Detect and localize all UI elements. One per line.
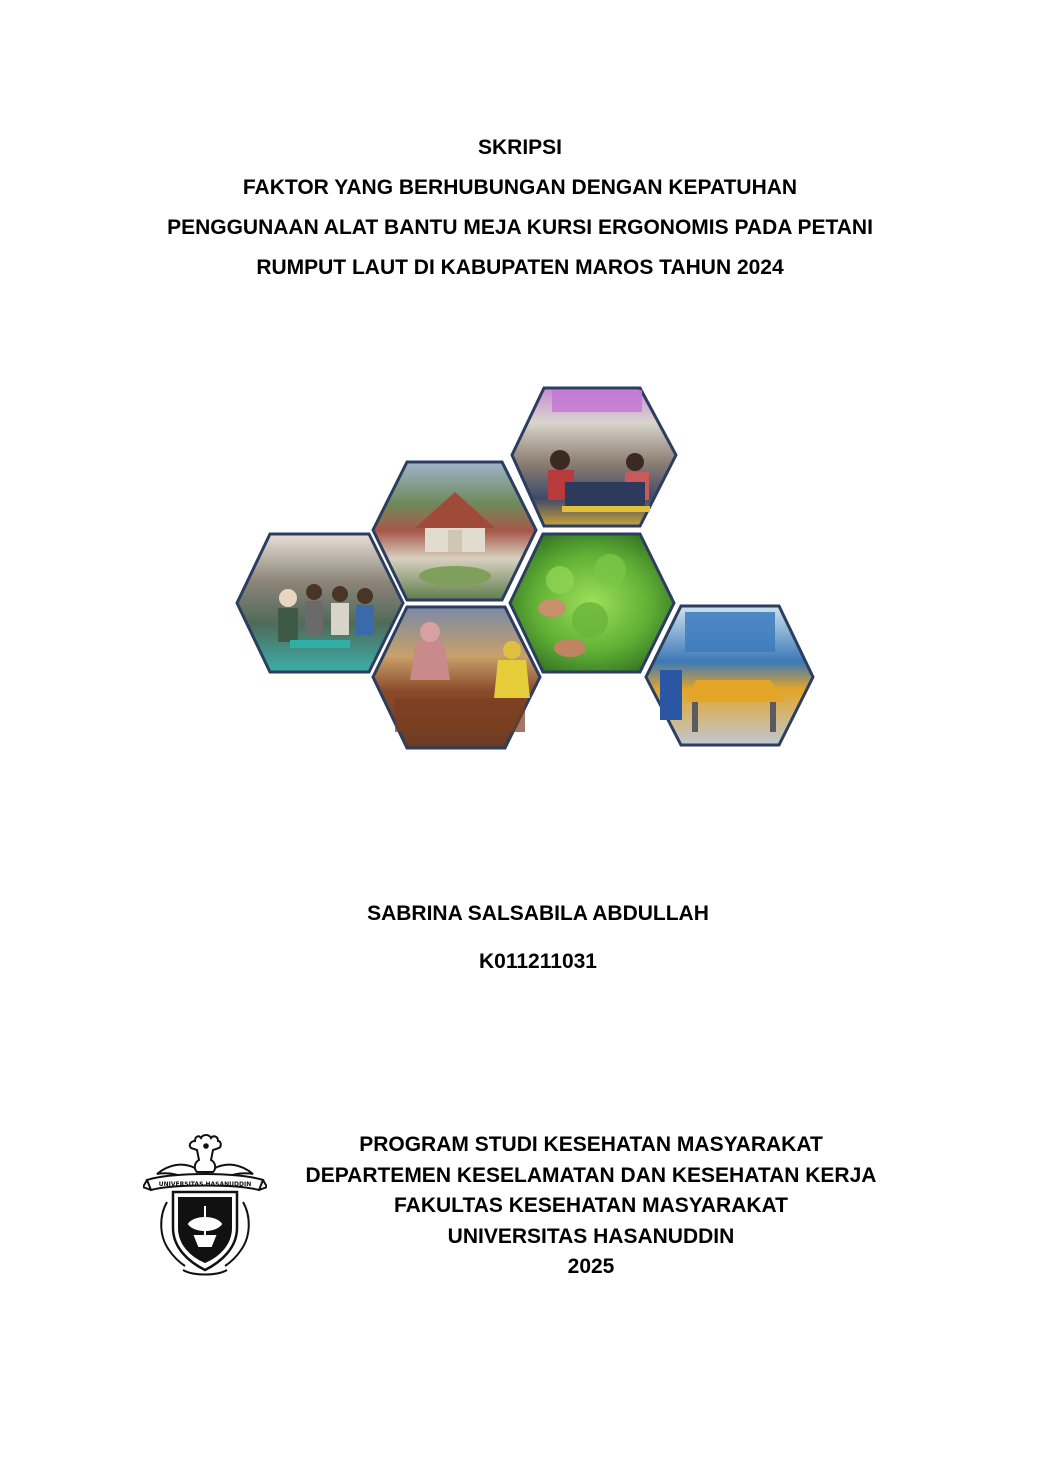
photo-green-seaweed bbox=[510, 534, 674, 672]
document-type: SKRIPSI bbox=[477, 136, 563, 159]
thesis-title-line-2: PENGGUNAAN ALAT BANTU MEJA KURSI ERGONOMIS PADA PETANI bbox=[167, 216, 873, 239]
photo-workers-at-table bbox=[512, 388, 676, 526]
photo-government-building bbox=[373, 462, 536, 600]
photo-ergonomic-table-chair bbox=[646, 606, 813, 745]
hexagon-collage bbox=[230, 380, 820, 755]
student-id: K011211031 bbox=[479, 950, 597, 973]
thesis-title-line-1: FAKTOR YANG BERHUBUNGAN DENGAN KEPATUHAN bbox=[242, 176, 798, 199]
thesis-title-line-3: RUMPUT LAUT DI KABUPATEN MAROS TAHUN 2024 bbox=[256, 256, 784, 279]
author-name: SABRINA SALSABILA ABDULLAH bbox=[367, 902, 709, 925]
emblem-lettering: UNIVERSITAS HASANUDDIN bbox=[158, 1181, 252, 1188]
faculty: FAKULTAS KESEHATAN MASYARAKAT bbox=[394, 1194, 788, 1217]
study-program: PROGRAM STUDI KESEHATAN MASYARAKAT bbox=[359, 1133, 823, 1156]
publication-year: 2025 bbox=[567, 1255, 615, 1278]
photo-women-sorting-seaweed bbox=[373, 607, 540, 748]
thesis-title-block bbox=[0, 128, 1040, 288]
photo-group-portrait bbox=[237, 534, 403, 672]
university-emblem-icon bbox=[143, 1132, 267, 1278]
photo-collage bbox=[230, 380, 820, 755]
institution-block bbox=[280, 1130, 902, 1283]
university-emblem-graphic bbox=[143, 1132, 267, 1278]
university-name: UNIVERSITAS HASANUDDIN bbox=[447, 1224, 735, 1248]
department: DEPARTEMEN KESELAMATAN DAN KESEHATAN KERJA bbox=[305, 1163, 877, 1187]
author-block bbox=[0, 897, 1040, 979]
